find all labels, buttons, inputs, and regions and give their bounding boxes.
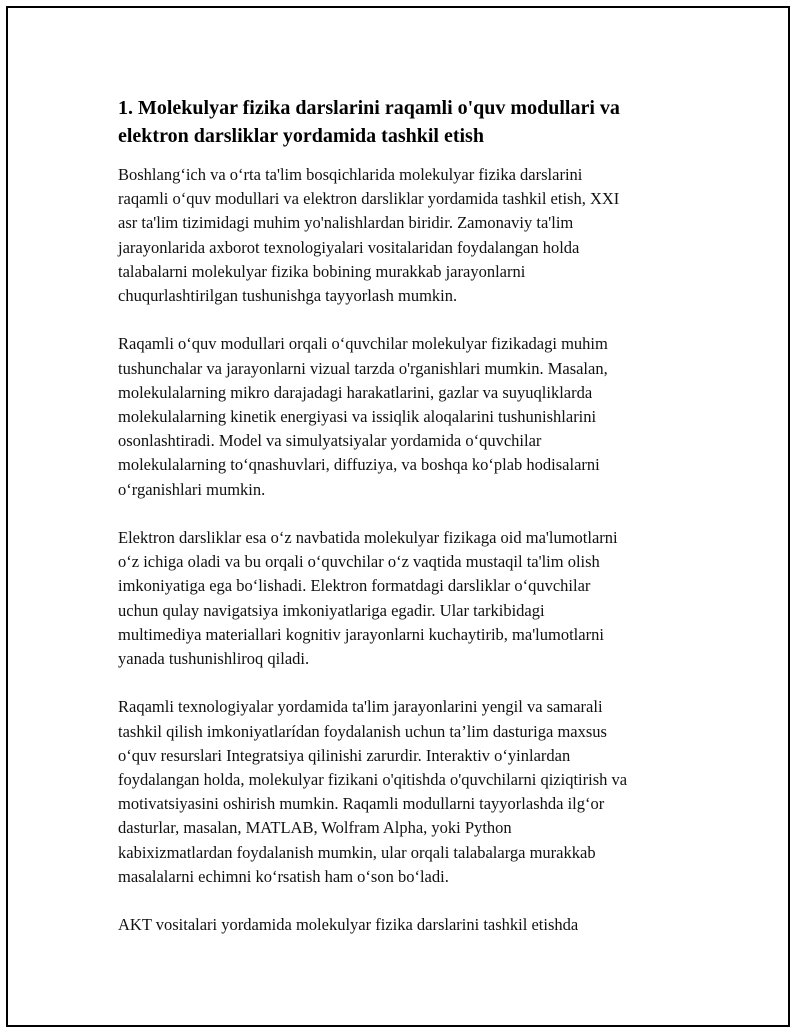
paragraph-4: Raqamli texnologiyalar yordamida ta'lim jarayonlarini yengil va samarali tashkil qilish imkoniyatlarídan foydalanish uchun ta’lim dasturiga maxsus o‘quv resurslari Integratsiya qilinishi zarurdir. Interaktiv o‘yinlardan foydalangan holda, molekulyar fizikani o'qitishda o'quvchilarni qiziqtirish va motivatsiyasini oshirish mumkin. Raqamli modullarni tayyorlashda ilg‘or dasturlar, masalan, MATLAB, Wolfram Alpha, yoki Python kabixizmatlardan foydalanish mumkin, ular orqali talabalarga murakkab masalalarni echimni ko‘rsatish ham o‘son bo‘ladi.	[118, 697, 628, 886]
section-heading: 1. Molekulyar fizika darslarini raqamli o'quv modullari va elektron darsliklar yordamida tashkil etish	[118, 97, 620, 147]
paragraph-5: AKT vositalari yordamida molekulyar fizika darslarini tashkil etishda	[118, 915, 579, 935]
paragraph-3: Elektron darsliklar esa o‘z navbatida molekulyar fizikaga oid ma'lumotlarni o‘z ichiga oladi va bu orqali o‘quvchilar o‘z vaqtida mustaqil ta'lim olish imkoniyatiga ega bo‘lishadi. Elektron formatdagi darsliklar o‘quvchilar uchun qulay navigatsiya imkoniyatlariga egadir. Ular tarkibidagi multimediya materiallari kognitiv jarayonlarni kuchaytirib, ma'lumotlarni yanada tushunishliroq qiladi.	[118, 528, 618, 669]
paragraph-2: Raqamli o‘quv modullari orqali o‘quvchilar molekulyar fizikadagi muhim tushunchalar va jarayonlarni vizual tarzda o'rganishlari mumkin. Masalan, molekulalarning mikro darajadagi harakatlarini, gazlar va suyuqliklarda molekulalarning kinetik energiyasi va issiqlik aloqalarini tushunishlarini osonlashtiradi. Model va simulyatsiyalar yordamida o‘quvchilar molekulalarning to‘qnashuvlari, diffuziya, va boshqa ko‘plab hodisalarni o‘rganishlari mumkin.	[118, 334, 608, 499]
paragraph-1: Boshlang‘ich va o‘rta ta'lim bosqichlarida molekulyar fizika darslarini raqamli o‘quv modullari va elektron darsliklar yordamida tashkil etish, XXI asr ta'lim tizimidagi muhim yo'nalishlardan biridir. Zamonaviy ta'lim jarayonlarida axborot texnologiyalari vositalaridan foydalangan holda talabalarni molekulyar fizika bobining murakkab jarayonlarni chuqurlashtirilgan tushunishga tayyorlash mumkin.	[118, 165, 620, 306]
document-body	[118, 94, 688, 962]
